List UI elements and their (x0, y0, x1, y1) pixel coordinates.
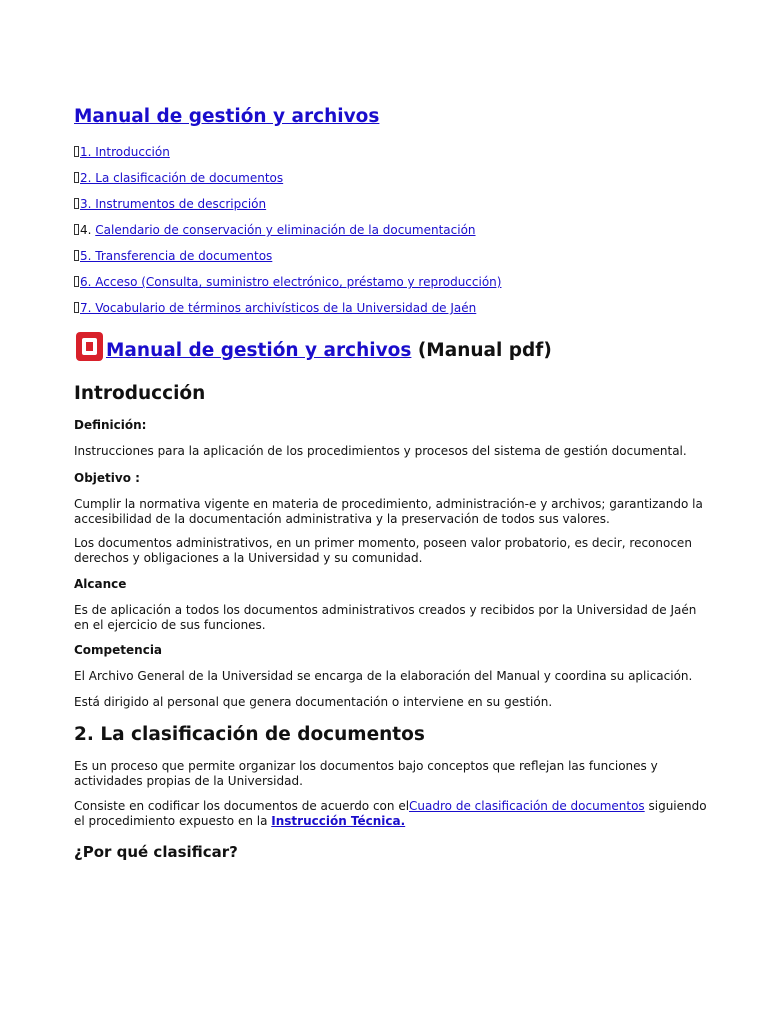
heading-introduccion: Introducción (74, 383, 206, 404)
pdf-title (106, 340, 552, 361)
text-clasificacion-2 (74, 799, 714, 829)
toc-link-instrumentos[interactable]: 3. Instrumentos de descripción (80, 197, 267, 211)
pdf-file-icon[interactable] (76, 332, 103, 361)
instruccion-tecnica-link[interactable]: Instrucción Técnica. (271, 814, 406, 828)
text-objetivo-2: Los documentos administrativos, en un primer momento, poseen valor probatorio, es decir, reconocen derechos y obligaciones a la Universidad y su comunidad. (74, 536, 692, 565)
toc-item-6 (74, 274, 501, 290)
toc-item-3 (74, 196, 266, 212)
toc-link-vocabulario[interactable]: 7. Vocabulario de términos archivísticos de la Universidad de Jaén (80, 301, 477, 315)
label-objetivo: Objetivo : (74, 471, 140, 485)
toc-link-acceso[interactable]: 6. Acceso (Consulta, suministro electrónico, préstamo y reproducción) (80, 275, 502, 289)
pdf-manual-link[interactable]: Manual de gestión y archivos (106, 340, 412, 361)
text-alcance: Es de aplicación a todos los documentos administrativos creados y recibidos por la Universidad de Jaén en el ejercicio de sus funciones. (74, 603, 697, 632)
text-clasificacion-2-mid: siguiendo el procedimiento expuesto en la (74, 799, 707, 828)
missing-glyph-icon (74, 250, 79, 261)
text-competencia-2: Está dirigido al personal que genera documentación o interviene en su gestión. (74, 695, 553, 709)
page-title-link[interactable]: Manual de gestión y archivos (74, 106, 380, 127)
toc-item-2 (74, 170, 283, 186)
missing-glyph-icon (74, 198, 79, 209)
label-competencia: Competencia (74, 643, 163, 657)
missing-glyph-icon (74, 224, 79, 235)
heading-por-que-clasificar: ¿Por qué clasificar? (74, 843, 238, 861)
text-clasificacion-2-pre: Consiste en codificar los documentos de acuerdo con el (74, 799, 410, 813)
toc-item-7 (74, 300, 476, 316)
toc-item-5 (74, 248, 272, 264)
text-objetivo-1: Cumplir la normativa vigente en materia de procedimiento, administración-e y archivos; garantizando la accesibilidad de la documentación administrativa y la preservación de todos sus valores. (74, 497, 703, 526)
pdf-manual-row (76, 332, 552, 361)
toc-link-calendario[interactable]: Calendario de conservación y eliminación de la documentación (95, 223, 476, 237)
toc-item-4 (74, 222, 476, 238)
missing-glyph-icon (74, 302, 79, 313)
toc-link-transferencia[interactable]: 5. Transferencia de documentos (80, 249, 273, 263)
toc-link-introduccion[interactable]: 1. Introducción (80, 145, 170, 159)
text-definicion: Instrucciones para la aplicación de los procedimientos y procesos del sistema de gestión documental. (74, 444, 687, 458)
missing-glyph-icon (74, 172, 79, 183)
cuadro-clasificacion-link[interactable]: Cuadro de clasificación de documentos (409, 799, 645, 813)
text-competencia-1: El Archivo General de la Universidad se encarga de la elaboración del Manual y coordina su aplicación. (74, 669, 693, 683)
label-alcance: Alcance (74, 577, 127, 591)
heading-clasificacion: 2. La clasificación de documentos (74, 724, 425, 745)
toc-prefix: 4. (80, 223, 96, 237)
missing-glyph-icon (74, 146, 79, 157)
toc-link-clasificacion[interactable]: 2. La clasificación de documentos (80, 171, 284, 185)
text-clasificacion-1: Es un proceso que permite organizar los documentos bajo conceptos que reflejan las funciones y actividades propias de la Universidad. (74, 759, 658, 788)
missing-glyph-icon (74, 276, 79, 287)
pdf-suffix: (Manual pdf) (411, 340, 552, 361)
toc-item-1 (74, 144, 170, 160)
label-definicion: Definición: (74, 418, 147, 432)
